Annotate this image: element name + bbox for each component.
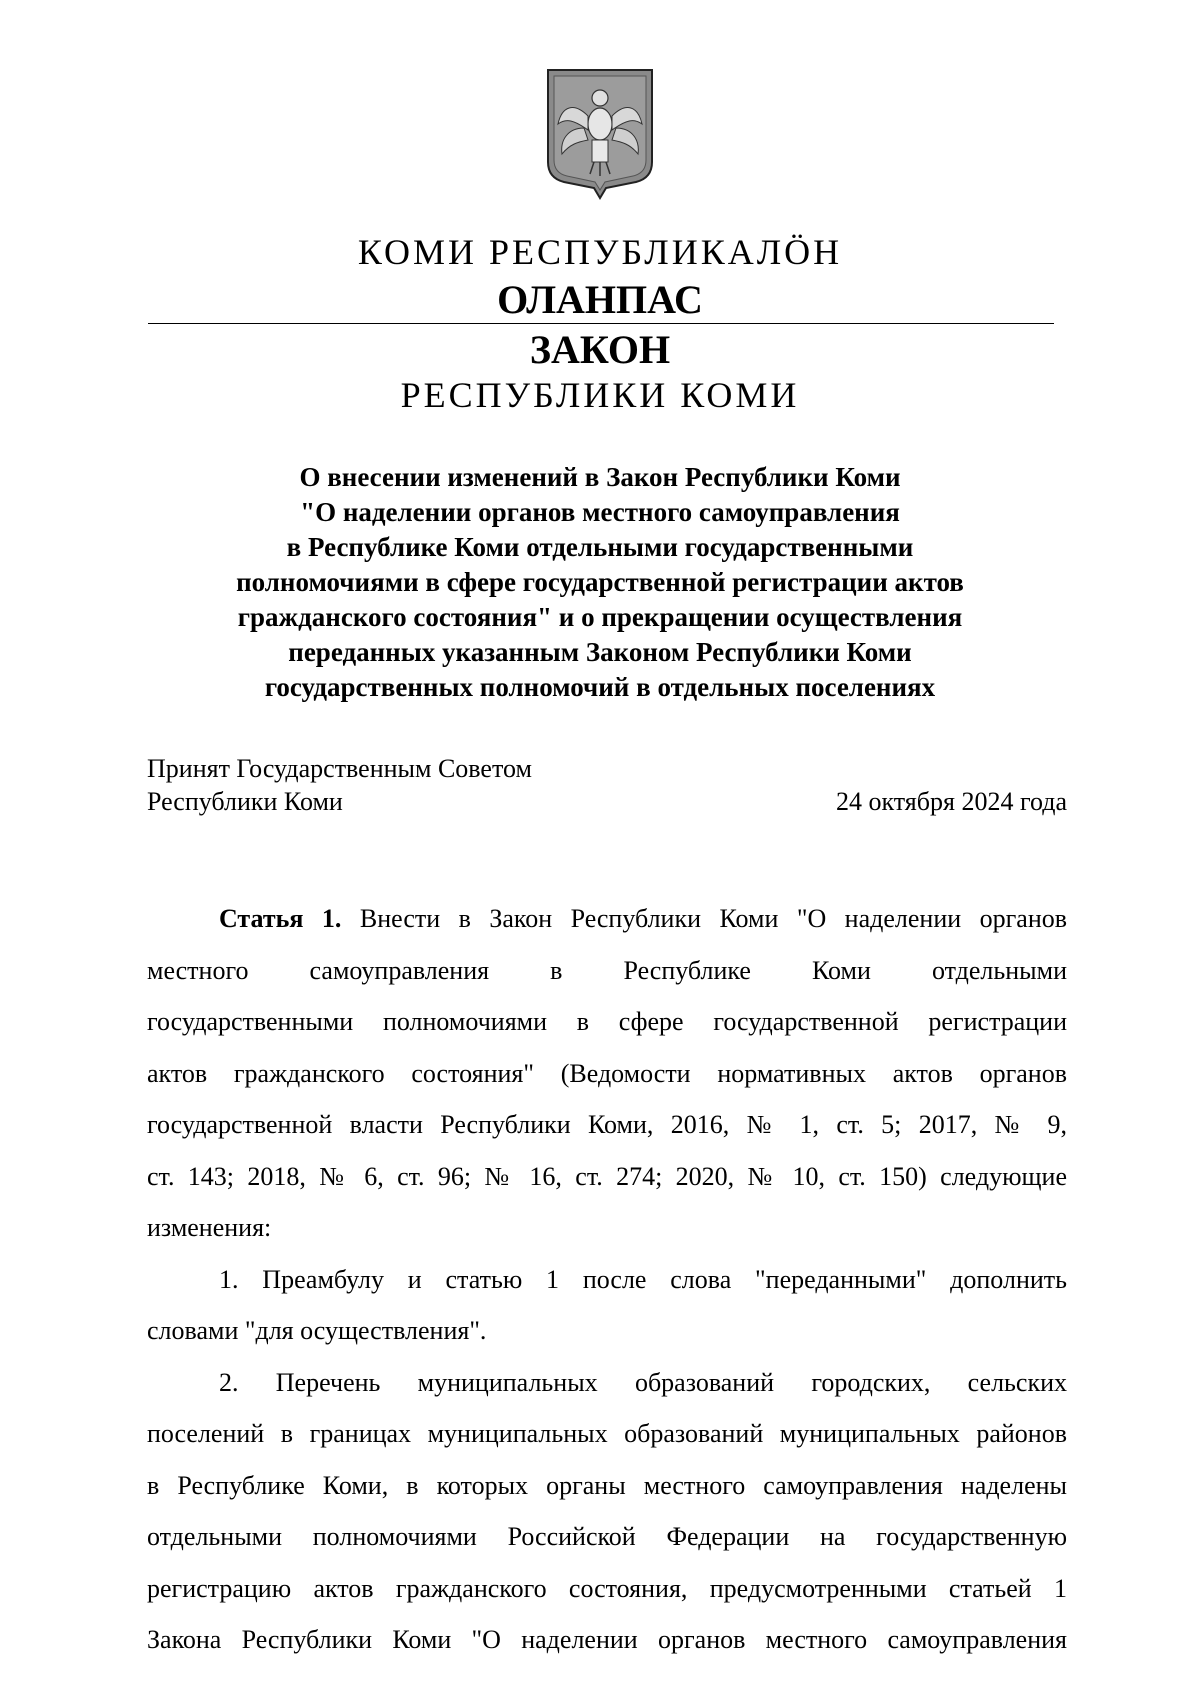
law-title — [0, 460, 1200, 705]
law-body — [147, 893, 1067, 1666]
law-title-line: гражданского состояния" и о прекращении осуществления — [237, 602, 963, 632]
item-2-line: Закона Республики Коми "О наделении органов местного самоуправления — [147, 1625, 1067, 1654]
article-1-line: актов гражданского состояния" (Ведомости нормативных актов органов — [147, 1058, 1067, 1088]
article-1-line: ст. 143; 2018, № 6, ст. 96; № 16, ст. 274; 2020, № 10, ст. 150) следующие — [147, 1161, 1067, 1191]
item-2-line: 2. Перечень муниципальных образований городских, сельских — [219, 1367, 1067, 1397]
law-title-line: "О наделении органов местного самоуправления — [300, 497, 900, 527]
coat-of-arms-icon — [544, 66, 656, 200]
header-zakon: ЗАКОН — [529, 327, 671, 372]
header-olanpas: ОЛАНПАС — [497, 277, 703, 322]
item-1-line: 1. Преамбулу и статью 1 после слова "переданными" дополнить — [219, 1264, 1067, 1294]
article-1-line: государственной власти Республики Коми, 2016, № 1, ст. 5; 2017, № 9, — [147, 1110, 1067, 1139]
header-republic-line: РЕСПУБЛИКИ КОМИ — [400, 375, 800, 415]
article-1-line: местного самоуправления в Республике Коми отдельными — [147, 955, 1067, 985]
item-1-line: словами "для осуществления". — [147, 1316, 487, 1345]
law-title-line: переданных указанным Законом Республики Коми — [288, 637, 912, 667]
item-2-line: поселений в границах муниципальных образований муниципальных районов — [147, 1419, 1067, 1448]
item-2-line: отдельными полномочиями Российской Федерации на государственную — [147, 1522, 1067, 1551]
item-2-line: регистрацию актов гражданского состояния, предусмотренными статьей 1 — [147, 1573, 1067, 1603]
law-title-line: государственных полномочий в отдельных поселениях — [264, 672, 936, 702]
law-title-line: полномочиями в сфере государственной регистрации актов — [236, 567, 964, 597]
article-1-line: государственными полномочиями в сфере государственной регистрации — [147, 1007, 1067, 1036]
item-2-line: в Республике Коми, в которых органы местного самоуправления наделены — [147, 1470, 1067, 1500]
adopted-by-line: Республики Коми — [147, 787, 343, 816]
article-1-line: Статья 1. Внести в Закон Республики Коми "О наделении органов — [219, 904, 1068, 933]
header-divider — [148, 323, 1054, 324]
header-komi-line: КОМИ РЕСПУБЛИКАЛӦН — [357, 232, 843, 272]
article-1-line: изменения: — [147, 1213, 272, 1242]
law-title-line: О внесении изменений в Закон Республики Коми — [299, 462, 901, 492]
article-1-label: Статья 1. — [219, 904, 342, 933]
adopted-by-line: Принят Государственным Советом — [147, 754, 532, 783]
adoption-date: 24 октября 2024 года — [836, 787, 1067, 816]
adoption-block — [147, 752, 1067, 818]
law-title-line: в Республике Коми отдельными государственными — [286, 532, 914, 562]
